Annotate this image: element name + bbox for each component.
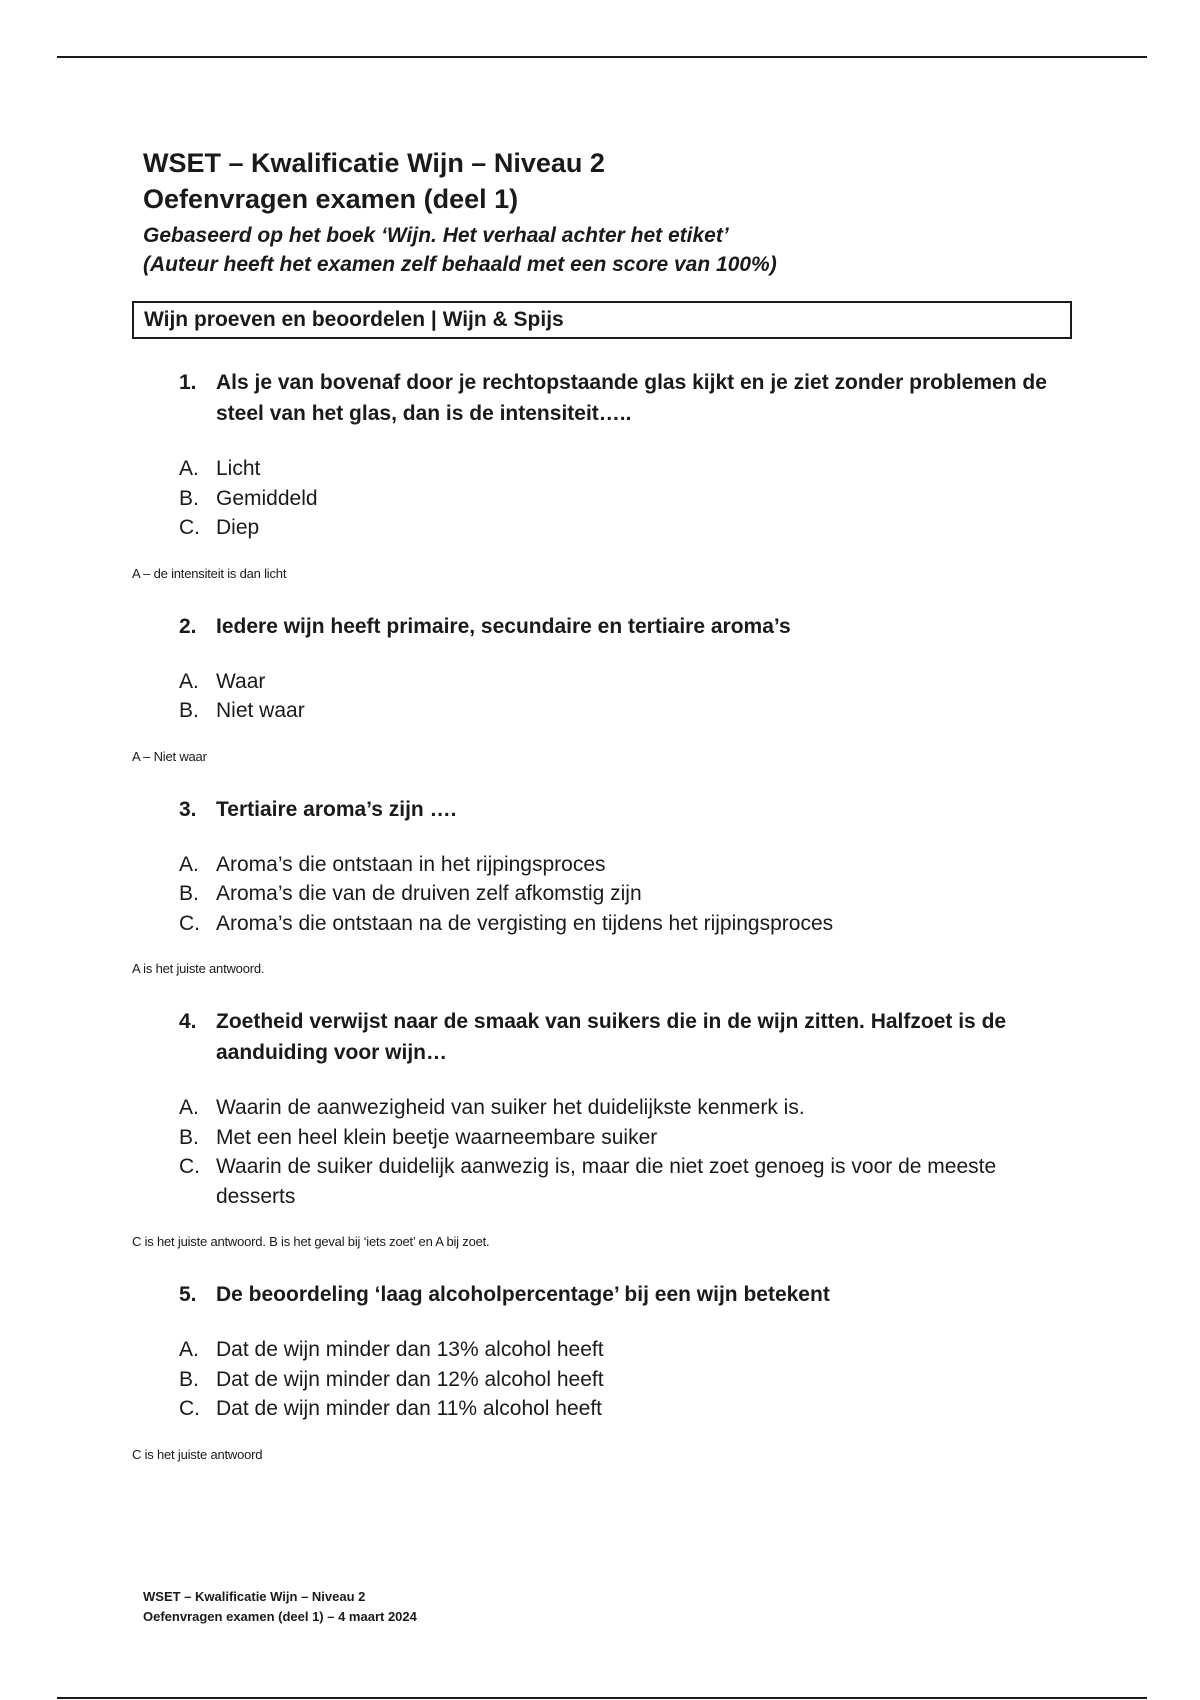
- question-text: Zoetheid verwijst naar de smaak van suikers die in de wijn zitten. Halfzoet is de aanduiding voor wijn…: [216, 1010, 1007, 1064]
- answer-option: [179, 484, 1073, 514]
- option-text: Waarin de suiker duidelijk aanwezig is, maar die niet zoet genoeg is voor de meeste desserts: [216, 1155, 997, 1208]
- question-heading: [179, 794, 1073, 825]
- question-text: Als je van bovenaf door je rechtopstaande glas kijkt en je ziet zonder problemen de steel van het glas, dan is de intensiteit…..: [216, 371, 1047, 425]
- question-number: 1.: [179, 371, 197, 394]
- option-letter: A.: [179, 457, 199, 480]
- answer-option: [179, 879, 1073, 909]
- question-text: Tertiaire aroma’s zijn ….: [216, 797, 457, 821]
- option-letter: B.: [179, 882, 199, 905]
- subtitle-line-1: Gebaseerd op het boek ‘Wijn. Het verhaal achter het etiket’: [143, 224, 729, 247]
- question-heading: [179, 1006, 1073, 1068]
- option-text: Aroma’s die ontstaan in het rijpingsproces: [216, 852, 606, 876]
- option-list: [179, 850, 1073, 939]
- question-number: 5.: [179, 1283, 197, 1306]
- answer-note: C is het juiste antwoord. B is het geval bij ‘iets zoet’ en A bij zoet.: [132, 1234, 490, 1249]
- option-text: Dat de wijn minder dan 11% alcohol heeft: [216, 1397, 603, 1420]
- document-subtitle: [143, 221, 1073, 279]
- option-letter: B.: [179, 1367, 199, 1391]
- option-text: Dat de wijn minder dan 13% alcohol heeft: [216, 1338, 604, 1361]
- option-list: [179, 1335, 1073, 1424]
- answer-option: [179, 454, 1073, 484]
- question: [179, 794, 1073, 939]
- answer-option: [179, 1123, 1073, 1153]
- answer-option: [179, 850, 1073, 880]
- top-rule: [57, 56, 1147, 58]
- option-list: [179, 454, 1073, 543]
- option-text: Waar: [216, 669, 266, 693]
- footer-line-2: Oefenvragen examen (deel 1) – 4 maart 2024: [143, 1609, 417, 1624]
- option-letter: A.: [179, 1096, 199, 1119]
- question-heading: [179, 1279, 1073, 1310]
- answer-note: A – de intensiteit is dan licht: [132, 565, 287, 581]
- question-heading: [179, 367, 1073, 429]
- question: [179, 1006, 1073, 1211]
- option-letter: A.: [179, 1338, 199, 1361]
- title-line-1: WSET – Kwalificatie Wijn – Niveau 2: [143, 148, 605, 178]
- question-block: [132, 794, 1073, 979]
- option-text: Aroma’s die van de druiven zelf afkomstig zijn: [216, 882, 642, 905]
- option-letter: A.: [179, 852, 199, 876]
- option-text: Diep: [216, 516, 260, 539]
- option-letter: C.: [179, 1397, 200, 1420]
- option-text: Aroma’s die ontstaan na de vergisting en tijdens het rijpingsproces: [216, 911, 834, 935]
- question-heading: [179, 611, 1073, 642]
- answer-option: [179, 1365, 1073, 1395]
- question: [179, 611, 1073, 726]
- question-number: 2.: [179, 614, 197, 638]
- question: [179, 367, 1073, 543]
- option-letter: B.: [179, 1125, 199, 1149]
- option-letter: B.: [179, 486, 199, 510]
- question-number: 3.: [179, 797, 197, 821]
- option-letter: B.: [179, 699, 199, 722]
- answer-option: [179, 667, 1073, 697]
- answer-option: [179, 1152, 1073, 1211]
- option-text: Dat de wijn minder dan 12% alcohol heeft: [216, 1367, 604, 1391]
- answer-note: A is het juiste antwoord.: [132, 961, 265, 976]
- answer-note: C is het juiste antwoord: [132, 1446, 263, 1462]
- question-number: 4.: [179, 1010, 197, 1033]
- question-block: [132, 367, 1073, 583]
- question-list: [132, 367, 1073, 1464]
- option-text: Waarin de aanwezigheid van suiker het duidelijkste kenmerk is.: [216, 1096, 805, 1119]
- page-footer: [143, 1587, 417, 1627]
- question: [179, 1279, 1073, 1424]
- answer-note: A – Niet waar: [132, 748, 207, 764]
- bottom-rule: [57, 1697, 1147, 1699]
- option-letter: A.: [179, 669, 199, 693]
- option-letter: C.: [179, 516, 200, 539]
- document-title: [143, 145, 1073, 217]
- question-text: Iedere wijn heeft primaire, secundaire en tertiaire aroma’s: [216, 614, 791, 638]
- footer-line-1: WSET – Kwalificatie Wijn – Niveau 2: [143, 1589, 366, 1604]
- section-heading-box: Wijn proeven en beoordelen | Wijn & Spijs: [132, 301, 1072, 339]
- question-block: [132, 1006, 1073, 1251]
- answer-option: [179, 909, 1073, 939]
- question-block: [132, 1279, 1073, 1464]
- subtitle-line-2: (Auteur heeft het examen zelf behaald met een score van 100%): [143, 253, 777, 276]
- answer-option: [179, 1394, 1073, 1424]
- option-text: Met een heel klein beetje waarneembare suiker: [216, 1125, 658, 1149]
- option-text: Gemiddeld: [216, 486, 318, 510]
- answer-option: [179, 1335, 1073, 1365]
- option-list: [179, 667, 1073, 726]
- answer-option: [179, 696, 1073, 726]
- option-text: Niet waar: [216, 699, 305, 722]
- title-line-2: Oefenvragen examen (deel 1): [143, 184, 519, 214]
- question-text: De beoordeling ‘laag alcoholpercentage’ bij een wijn betekent: [216, 1283, 830, 1306]
- answer-option: [179, 1093, 1073, 1123]
- option-letter: C.: [179, 911, 200, 935]
- option-list: [179, 1093, 1073, 1211]
- option-letter: C.: [179, 1155, 200, 1178]
- option-text: Licht: [216, 457, 261, 480]
- question-block: [132, 611, 1073, 766]
- answer-option: [179, 513, 1073, 543]
- document-page: [132, 145, 1073, 1464]
